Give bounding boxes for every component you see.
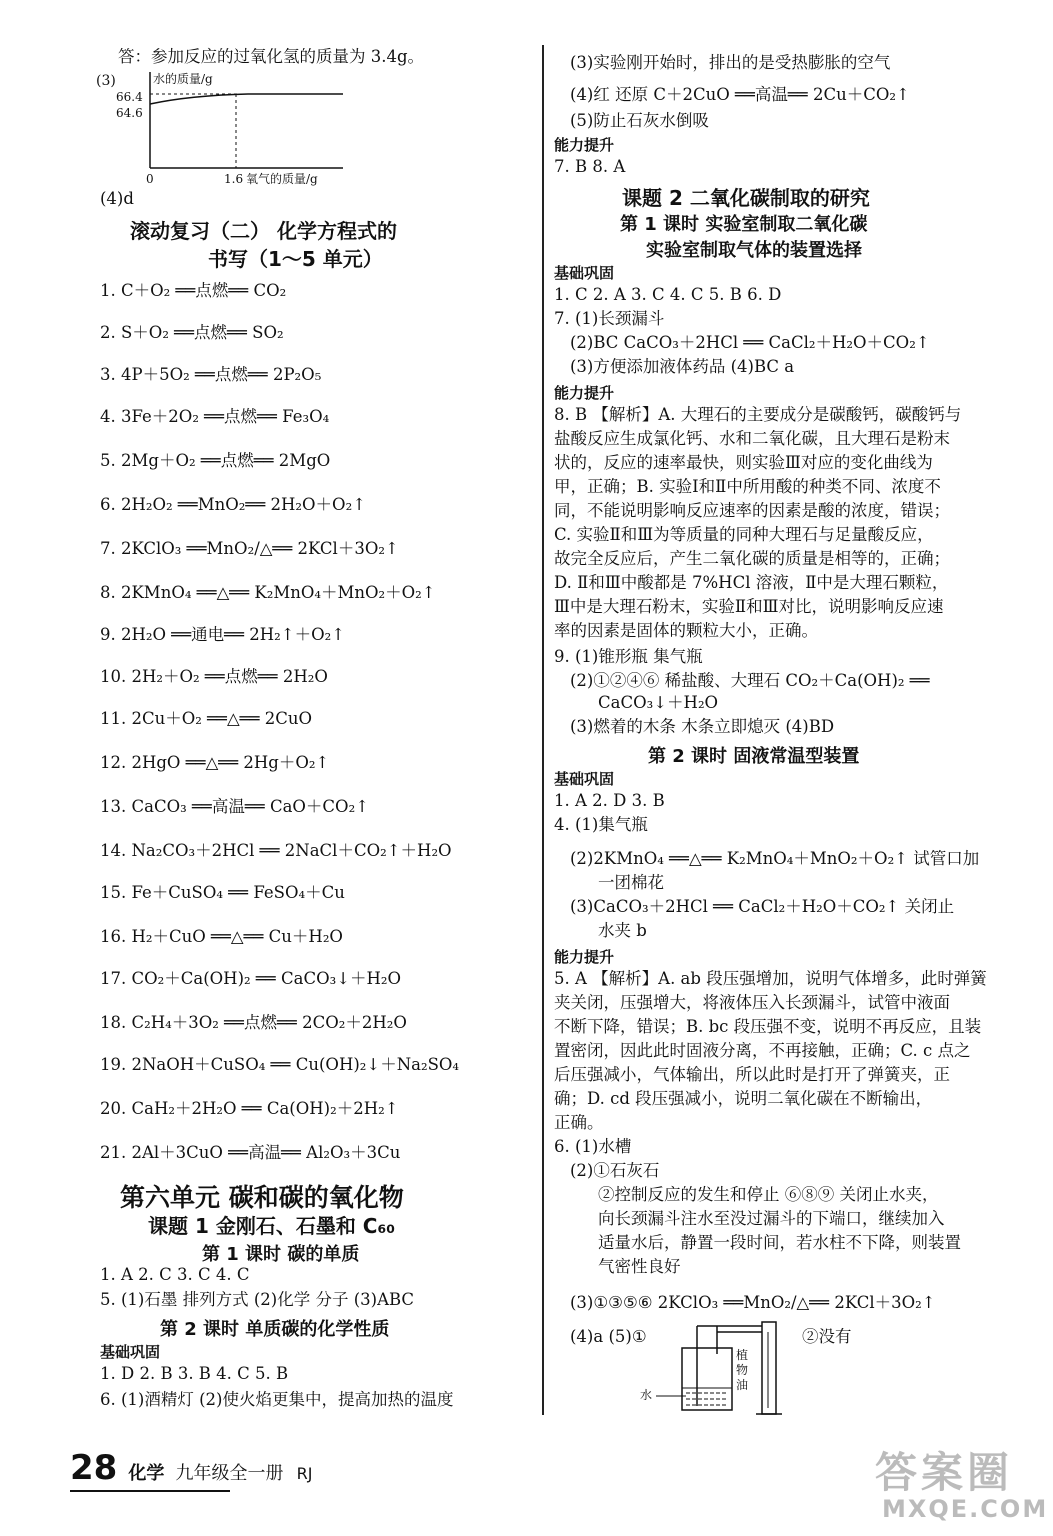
q5-line: 确；D. cd 段压强减小，说明二氧化碳在不断输出， xyxy=(554,1089,933,1108)
q8-line: 故完全反应后，产生二氧化碳的质量是相等的，正确； xyxy=(554,549,950,568)
footer-underline xyxy=(70,1490,230,1492)
equation-item: 11. 2Cu＋O₂ ══△══ 2CuO xyxy=(100,709,313,728)
equation-item: 2. S＋O₂ ══点燃══ SO₂ xyxy=(100,323,284,342)
r-line-1: (3)实验刚开始时，排出的是受热膨胀的空气 xyxy=(570,53,891,72)
q8-line: 同，不能说明影响反应速率的因素是酸的浓度，错误； xyxy=(554,501,950,520)
equation-item: 6. 2H₂O₂ ══MnO₂══ 2H₂O＋O₂↑ xyxy=(100,495,367,514)
q5-line: 夹关闭，压强增大，将液体压入长颈漏斗，试管中液面 xyxy=(554,993,950,1012)
equation-item: 17. CO₂＋Ca(OH)₂ ══ CaCO₃↓＋H₂O xyxy=(100,969,402,988)
y-tick-66: 66.4 xyxy=(116,90,143,104)
graph-label: (3) xyxy=(96,73,116,89)
equation-item: 21. 2Al＋3CuO ══高温══ Al₂O₃＋3Cu xyxy=(100,1143,401,1162)
q5-line: 后压强减小，气体输出，所以此时是打开了弹簧夹，正 xyxy=(554,1065,950,1084)
ability-label-2: 能力提升 xyxy=(554,384,615,402)
q8-line: C. 实验Ⅱ和Ⅲ为等质量的同种大理石与足量酸反应， xyxy=(554,525,934,544)
equation-item: 13. CaCO₃ ══高温══ CaO＋CO₂↑ xyxy=(100,797,370,816)
equation-item: 7. 2KClO₃ ══MnO₂/△══ 2KCl＋3O₂↑ xyxy=(100,539,399,558)
r-line-16: (2)2KMnO₄ ══△══ K₂MnO₄＋MnO₂＋O₂↑ 试管口加 xyxy=(570,849,980,868)
y-tick-64: 64.6 xyxy=(116,106,143,120)
equation-item: 3. 4P＋5O₂ ══点燃══ 2P₂O₅ xyxy=(100,365,322,384)
equation-item: 9. 2H₂O ══通电══ 2H₂↑＋O₂↑ xyxy=(100,625,346,644)
r-line-5: 1. C 2. A 3. C 4. C 5. B 6. D xyxy=(554,285,782,304)
r-line-14: 1. A 2. D 3. B xyxy=(554,791,665,810)
page-footer xyxy=(70,1448,312,1488)
y-axis-label: 水的质量/g xyxy=(153,72,213,86)
column-divider xyxy=(542,45,544,1415)
q6-line: 向长颈漏斗注水至没过漏斗的下端口，继续加入 xyxy=(598,1209,945,1228)
r-line-25b: ②没有 xyxy=(802,1327,852,1346)
q8-line: 甲，正确；B. 实验Ⅰ和Ⅱ中所用酸的种类不同、浓度不 xyxy=(554,477,941,496)
water-label: 水 xyxy=(640,1388,653,1402)
mass-graph xyxy=(98,68,358,190)
q5-line: 不断下降，错误；B. bc 段压强不变，说明不再反应，且装 xyxy=(554,1017,982,1036)
oil-label: 植物油 xyxy=(736,1348,749,1392)
unit-title: 第六单元 碳和碳的氧化物 xyxy=(120,1183,404,1212)
ability-label-3: 能力提升 xyxy=(554,948,615,966)
lesson2-title: 课题 2 二氧化碳制取的研究 xyxy=(622,186,870,210)
q8-line: 状的，反应的速率最快，则实验Ⅲ对应的变化曲线为 xyxy=(554,453,933,472)
period2-title: 第 2 课时 单质碳的化学性质 xyxy=(160,1319,390,1340)
p2-answers-2: 6. (1)酒精灯 (2)使火焰更集中，提高加热的温度 xyxy=(100,1390,454,1409)
q5-line: 5. A 【解析】A. ab 段压强增加，说明气体增多，此时弹簧 xyxy=(554,969,987,988)
watermark-logo: 答案圈 xyxy=(875,1448,1014,1497)
r-line-19: 水夹 b xyxy=(598,921,647,940)
page-number: 28 xyxy=(70,1448,118,1488)
equation-item: 18. C₂H₄＋3O₂ ══点燃══ 2CO₂＋2H₂O xyxy=(100,1013,407,1032)
r-line-24: (3)①③⑤⑥ 2KClO₃ ══MnO₂/△══ 2KCl＋3O₂↑ xyxy=(570,1293,936,1312)
edition-label: RJ xyxy=(296,1464,313,1483)
q8-line: 8. B 【解析】A. 大理石的主要成分是碳酸钙，碳酸钙与 xyxy=(554,405,962,424)
equation-item: 14. Na₂CO₃＋2HCl ══ 2NaCl＋CO₂↑＋H₂O xyxy=(100,841,452,860)
p2-answers-1: 1. D 2. B 3. B 4. C 5. B xyxy=(100,1364,289,1383)
r-line-13: (3)燃着的木条 木条立即熄灭 (4)BD xyxy=(570,717,835,736)
answer-line: 答：参加反应的过氧化氢的质量为 3.4g。 xyxy=(118,47,425,66)
r-line-4: 7. B 8. A xyxy=(554,157,626,176)
equation-item: 12. 2HgO ══△══ 2Hg＋O₂↑ xyxy=(100,753,330,772)
basic-label-1: 基础巩固 xyxy=(554,264,615,282)
q8-line: 率的因素是固体的颗粒大小，正确。 xyxy=(554,621,818,640)
q6-line: 适量水后，静置一段时间，若水柱不下降，则装置 xyxy=(598,1233,961,1252)
r-line-3: (5)防止石灰水倒吸 xyxy=(570,111,709,130)
lesson1-title: 课题 1 金刚石、石墨和 C₆₀ xyxy=(148,1214,396,1238)
equation-item: 4. 3Fe＋2O₂ ══点燃══ Fe₃O₄ xyxy=(100,407,330,426)
grade-label: 九年级全一册 xyxy=(175,1463,284,1484)
x-tick: 1.6 xyxy=(224,172,244,186)
q8-line: Ⅲ中是大理石粉末，实验Ⅱ和Ⅲ对比，说明影响反应速 xyxy=(554,597,944,616)
basic-label: 基础巩固 xyxy=(100,1343,161,1361)
p1-answers-1: 1. A 2. C 3. C 4. C xyxy=(100,1265,250,1284)
x-axis-label: 氧气的质量/g xyxy=(246,172,318,186)
period1-title: 第 1 课时 碳的单质 xyxy=(202,1244,360,1265)
ability-label: 能力提升 xyxy=(554,136,615,154)
period1-title-b: 实验室制取气体的装置选择 xyxy=(646,240,862,261)
period1-title-a: 第 1 课时 实验室制取二氧化碳 xyxy=(620,214,868,235)
r-line-22: (2)①石灰石 xyxy=(570,1161,660,1180)
r-line-12: CaCO₃↓＋H₂O xyxy=(598,693,719,712)
equation-item: 5. 2Mg＋O₂ ══点燃══ 2MgO xyxy=(100,451,331,470)
r-line-18: (3)CaCO₃＋2HCl ══ CaCl₂＋H₂O＋CO₂↑ 关闭止 xyxy=(570,897,955,916)
review-title-line2: 书写（1～5 单元） xyxy=(208,247,383,271)
p1-answers-2: 5. (1)石墨 排列方式 (2)化学 分子 (3)ABC xyxy=(100,1290,415,1309)
equation-item: 20. CaH₂＋2H₂O ══ Ca(OH)₂＋2H₂↑ xyxy=(100,1099,399,1118)
r-line-6: 7. (1)长颈漏斗 xyxy=(554,309,665,328)
equation-item: 15. Fe＋CuSO₄ ══ FeSO₄＋Cu xyxy=(100,883,345,902)
equation-item: 1. C＋O₂ ══点燃══ CO₂ xyxy=(100,281,287,300)
q8-line: 盐酸反应生成氯化钙、水和二氧化碳，且大理石是粉末 xyxy=(554,429,950,448)
apparatus-figure xyxy=(640,1318,802,1418)
basic-label-2: 基础巩固 xyxy=(554,770,615,788)
r-line-11: (2)①②④⑥ 稀盐酸、大理石 CO₂＋Ca(OH)₂ ══ xyxy=(570,671,930,690)
r-line-7: (2)BC CaCO₃＋2HCl ══ CaCl₂＋H₂O＋CO₂↑ xyxy=(570,333,930,352)
q6-line: ②控制反应的发生和停止 ⑥⑧⑨ 关闭止水夹， xyxy=(598,1185,939,1204)
r-line-2: (4)红 还原 C＋2CuO ══高温══ 2Cu＋CO₂↑ xyxy=(570,85,910,104)
q5-line: 正确。 xyxy=(554,1113,604,1132)
apparatus-drawing xyxy=(652,1318,802,1418)
r-line-10: 9. (1)锥形瓶 集气瓶 xyxy=(554,647,703,666)
equation-item: 16. H₂＋CuO ══△══ Cu＋H₂O xyxy=(100,927,343,946)
q6-line: 气密性良好 xyxy=(598,1257,681,1276)
equation-item: 19. 2NaOH＋CuSO₄ ══ Cu(OH)₂↓＋Na₂SO₄ xyxy=(100,1055,460,1074)
r-line-17: 一团棉花 xyxy=(598,873,664,892)
r-line-8: (3)方便添加液体药品 (4)BC a xyxy=(570,357,795,376)
equation-item: 10. 2H₂＋O₂ ══点燃══ 2H₂O xyxy=(100,667,328,686)
r-line-25a: (4)a (5)① xyxy=(570,1327,647,1346)
origin-label: 0 xyxy=(146,172,154,186)
q8-line: D. Ⅱ和Ⅲ中酸都是 7%HCl 溶液，Ⅱ中是大理石颗粒， xyxy=(554,573,949,592)
item-4: (4)d xyxy=(100,189,134,208)
equation-item: 8. 2KMnO₄ ══△══ K₂MnO₄＋MnO₂＋O₂↑ xyxy=(100,583,436,602)
watermark-url: MXQE.COM xyxy=(882,1495,1049,1523)
q5-line: 置密闭，因此此时固液分离，不再接触，正确；C. c 点之 xyxy=(554,1041,971,1060)
review-title-line1: 滚动复习（二） 化学方程式的 xyxy=(130,219,397,243)
r-line-21: 6. (1)水槽 xyxy=(554,1137,632,1156)
r-period2-title: 第 2 课时 固液常温型装置 xyxy=(648,746,860,767)
subject-label: 化学 xyxy=(128,1463,165,1484)
r-line-15: 4. (1)集气瓶 xyxy=(554,815,648,834)
